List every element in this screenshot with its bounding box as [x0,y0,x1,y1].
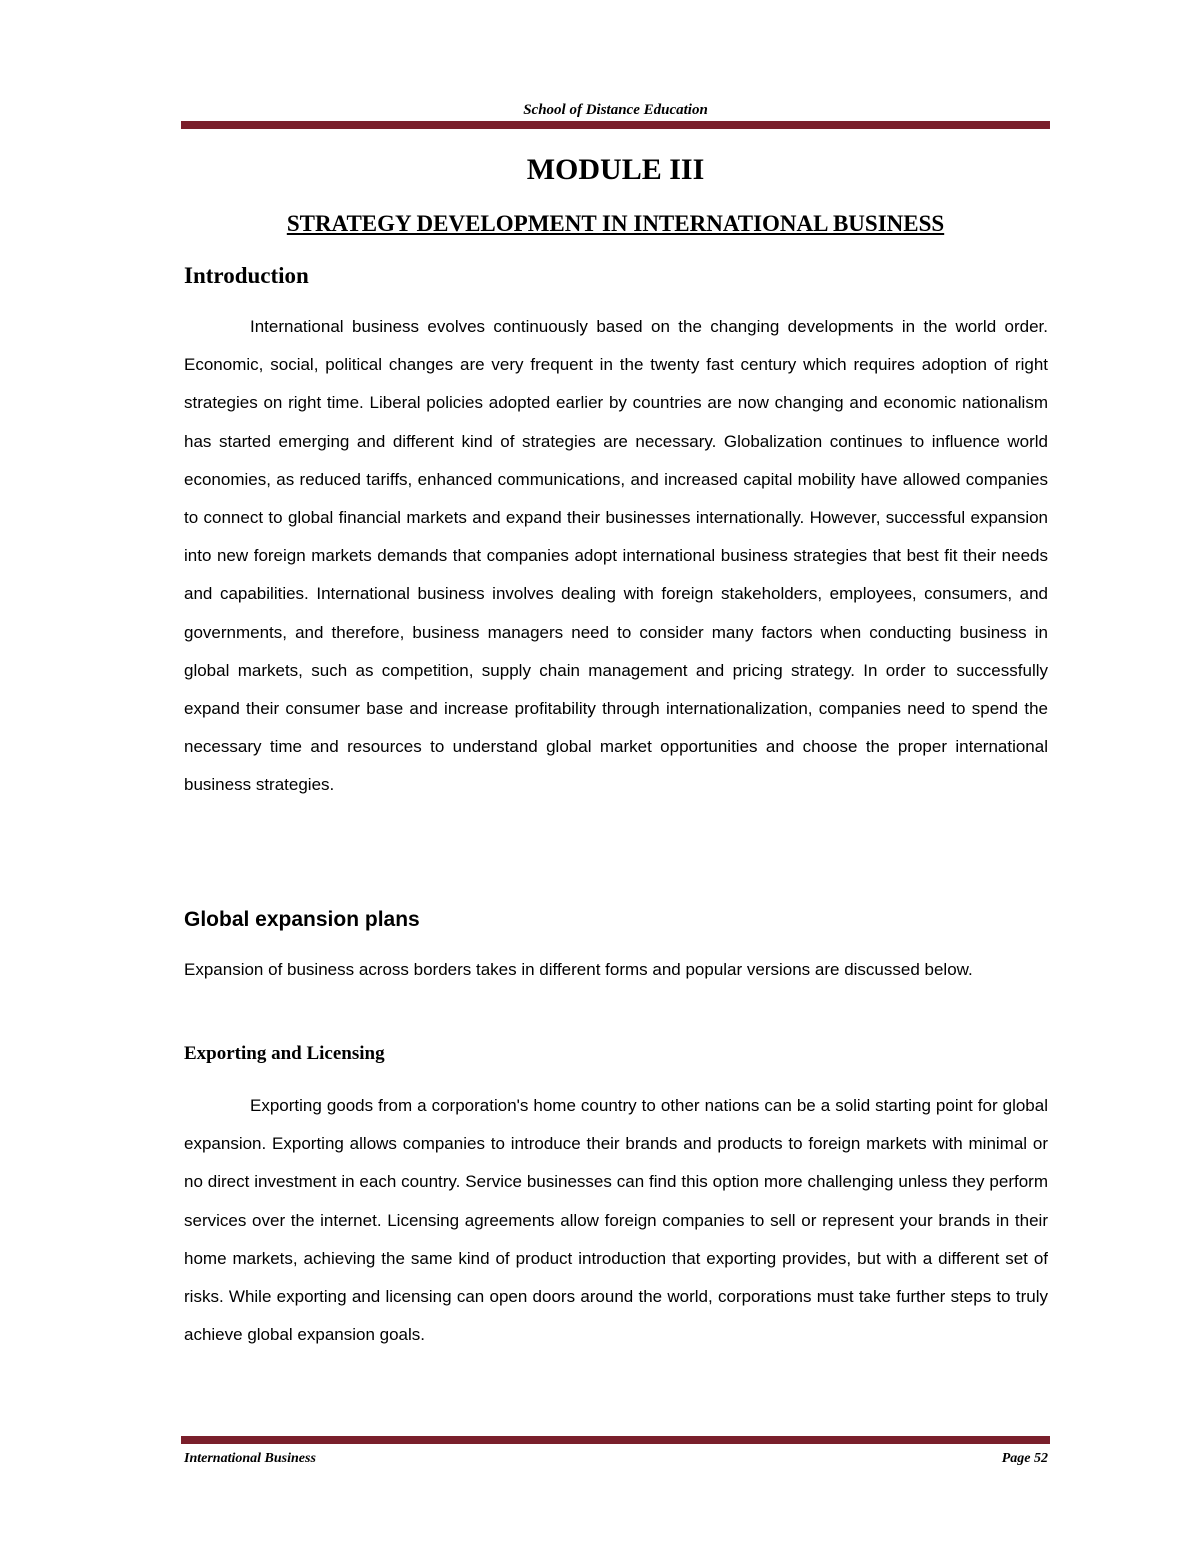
introduction-heading: Introduction [184,263,309,288]
exporting-licensing-heading: Exporting and Licensing [184,1043,385,1064]
exporting-licensing-paragraph: Exporting goods from a corporation's home country to other nations can be a solid starting point for global expansion. Exporting allows companies to introduce their brands and products to foreign markets with minimal or no direct investment in each country. Service businesses can find this option more challenging unless they perform services over the internet. Licensing agreements allow foreign companies to sell or represent your brands in their home markets, achieving the same kind of product introduction that exporting provides, but with a different set of risks. While exporting and licensing can open doors around the world, corporations must take further steps to truly achieve global expansion goals. [184,1096,1048,1345]
global-expansion-paragraph: Expansion of business across borders takes in different forms and popular versions are discussed below. [184,960,973,979]
module-title: MODULE III [526,153,705,186]
page-number: Page 52 [1001,1451,1048,1466]
running-header: School of Distance Education [523,102,708,118]
footer-course-title: International Business [184,1451,316,1466]
introduction-paragraph: International business evolves continuously based on the changing developments in the world order. Economic, social, political changes are very frequent in the twenty fast century which requires adoption of right strategies on right time. Liberal policies adopted earlier by countries are now changing and economic nationalism has started emerging and different kind of strategies are necessary. Globalization continues to influence world economies, as reduced tariffs, enhanced communications, and increased capital mobility have allowed companies to connect to global financial markets and expand their businesses internationally. However, successful expansion into new foreign markets demands that companies adopt international business strategies that best fit their needs and capabilities. International business involves dealing with foreign stakeholders, employees, consumers, and governments, and therefore, business managers need to consider many factors when conducting business in global markets, such as competition, supply chain management and pricing strategy. In order to successfully expand their consumer base and increase profitability through internationalization, companies need to spend the necessary time and resources to understand global market opportunities and choose the proper international business strategies. [184,317,1048,795]
footer-rule [181,1436,1050,1444]
header-rule [181,121,1050,129]
global-expansion-heading: Global expansion plans [184,908,420,931]
module-subtitle: STRATEGY DEVELOPMENT IN INTERNATIONAL BUSINESS [286,211,945,236]
